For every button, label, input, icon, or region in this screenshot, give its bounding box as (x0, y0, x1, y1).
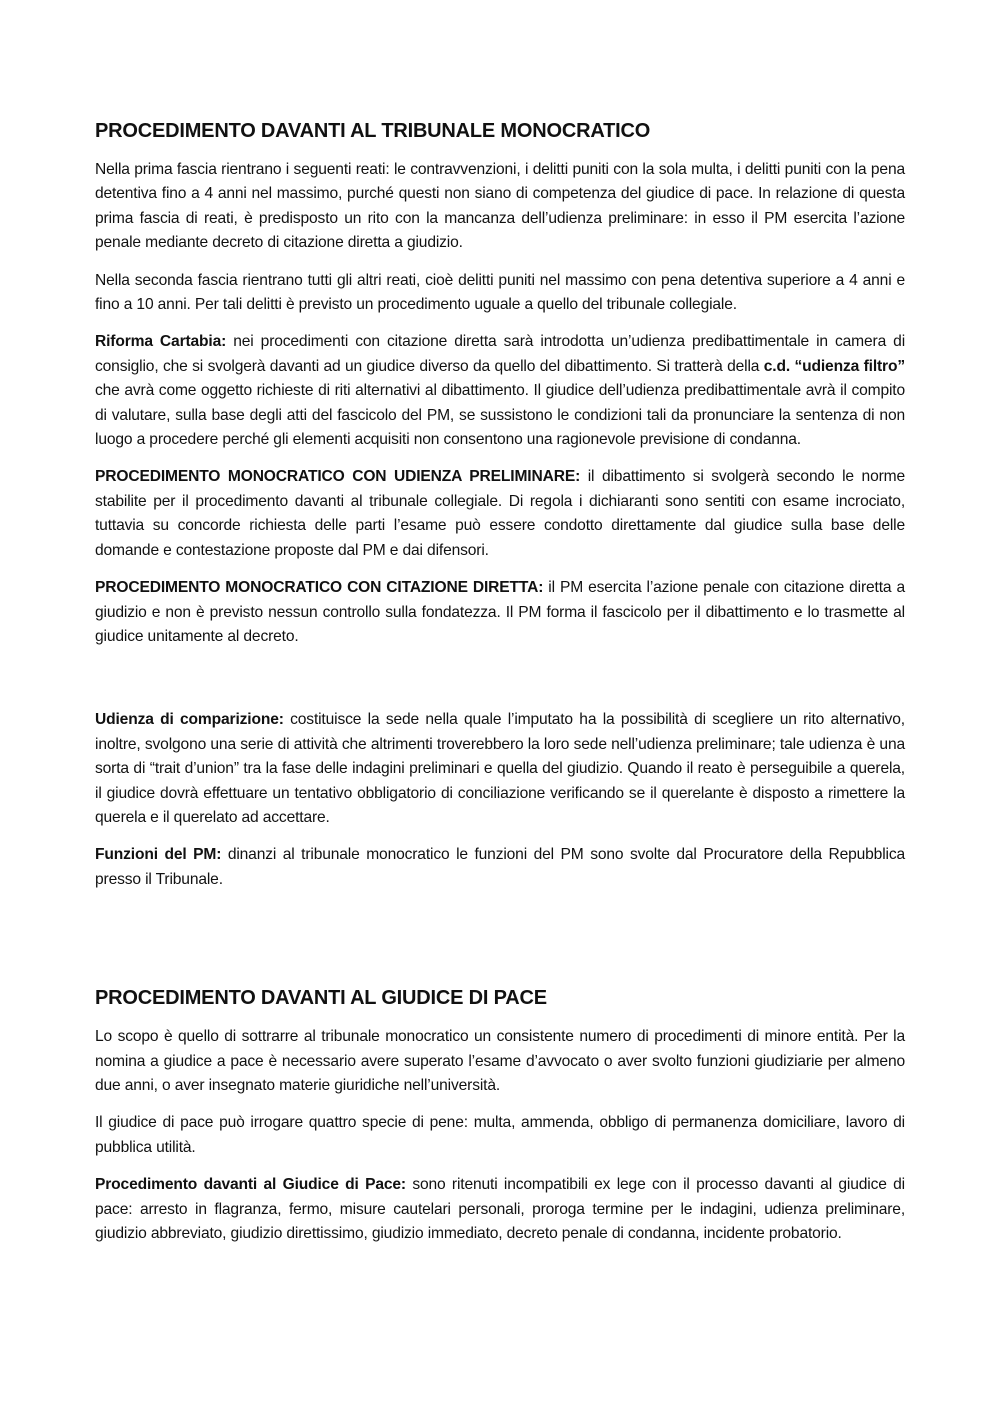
section-title-giudice-di-pace: PROCEDIMENTO DAVANTI AL GIUDICE DI PACE (95, 987, 547, 1010)
paragraph-text-riforma-cartabia-a: nei procedimenti con citazione diretta sarà introdotta un’udienza predibattimentale in camera di consiglio, che si svolgerà davanti ad un giudice diverso da quello del dibattimento. Si tratterà della (95, 333, 906, 375)
vertical-spacer (95, 662, 905, 708)
paragraph-funzioni-pm (95, 843, 905, 892)
paragraph-lead-procedimento-pace: Procedimento davanti al Giudice di Pace: (95, 1176, 406, 1194)
paragraph-udienza-comparizione (95, 708, 905, 830)
paragraph-text-procedimento-pace: sono ritenuti incompatibili ex lege con il processo davanti al giudice di pace: arresto in flagranza, fermo, misure cautelari personali, proroga termine per le indagini, udienza preliminare, giudizio abbreviato, giudizio direttissimo, giudizio immediato, decreto penale di condanna, incidente probatorio. (95, 1176, 905, 1242)
paragraph-lead-udienza-comparizione: Udienza di comparizione: (95, 711, 284, 729)
paragraph-procedimento-pace (95, 1173, 905, 1246)
paragraph-riforma-cartabia (95, 330, 905, 452)
paragraph-text-udienza-comparizione: costituisce la sede nella quale l’imputato ha la possibilità di scegliere un rito alternativo, inoltre, svolgono una serie di attività che altrimenti troverebbero la loro sede nell’udienza preliminare; tale udienza è una sorta di “trait d’union” tra la fase delle indagini preliminari e quella del giudizio. Quando il reato è perseguibile a querela, il giudice dovrà effettuare un tentativo obbligatorio di conciliazione verificando se il querelante è disposto a rimettere la querela e il querelato ad accettare. (95, 711, 905, 826)
paragraph-text-riforma-cartabia-b: che avrà come oggetto richieste di riti alternativi al dibattimento. Il giudice dell’udienza predibattimentale avrà il compito di valutare, sulla base degli atti del fascicolo del PM, se sussistono le condizioni tali da pronunciare la sentenza di non luogo a procedere perché gli elementi acquisiti non consentono una ragionevole previsione di condanna. (95, 382, 905, 449)
vertical-spacer (95, 905, 905, 983)
paragraph-udienza-preliminare (95, 465, 905, 563)
paragraph-text-udienza-preliminare: il dibattimento si svolgerà secondo le norme stabilite per il procedimento davanti al tribunale collegiale. Di regola i dichiaranti sono sentiti con esame incrociato, tuttavia su concorde richiesta delle parti l’esame può essere condotto direttamente dal giudice sulla base delle domande e contestazione proposte dal PM e dai difensori. (95, 468, 906, 559)
paragraph-lead-funzioni-pm: Funzioni del PM: (95, 846, 222, 864)
paragraph-citazione-diretta (95, 576, 905, 649)
paragraph-bold-udienza-filtro: c.d. “udienza filtro” (763, 357, 905, 375)
paragraph-lead-udienza-preliminare: PROCEDIMENTO MONOCRATICO CON UDIENZA PRELIMINARE: (95, 468, 581, 486)
paragraph-prima-fascia: Nella prima fascia rientrano i seguenti reati: le contravvenzioni, i delitti puniti con la sola multa, i delitti puniti con la pena detentiva fino a 4 anni nel massimo, purché questi non siano di competenza del giudice di pace. In relazione di questa prima fascia di reati, è predisposto un rito con la mancanza dell’udienza preliminare: in esso il PM esercita l’azione penale mediante decreto di citazione diretta a giudizio. (95, 161, 905, 252)
paragraph-seconda-fascia: Nella seconda fascia rientrano tutti gli altri reati, cioè delitti puniti nel massimo con pena detentiva superiore a 4 anni e fino a 10 anni. Per tali delitti è previsto un procedimento uguale a quello del tribunale collegiale. (95, 271, 905, 314)
paragraph-text-funzioni-pm: dinanzi al tribunale monocratico le funzioni del PM sono svolte dal Procuratore della Repubblica presso il Tribunale. (95, 846, 905, 888)
paragraph-lead-citazione-diretta: PROCEDIMENTO MONOCRATICO CON CITAZIONE DIRETTA: (95, 579, 544, 597)
paragraph-text-citazione-diretta: il PM esercita l’azione penale con citazione diretta a giudizio e non è previsto nessun controllo sulla fondatezza. Il PM forma il fascicolo per il dibattimento e lo trasmette al giudice unitamente al decreto. (95, 579, 905, 645)
paragraph-scopo: Lo scopo è quello di sottrarre al tribunale monocratico un consistente numero di procedimenti di minore entità. Per la nomina a giudice a pace è necessario avere superato l’esame d’avvocato o aver svolto funzioni giudiziarie per almeno due anni, o aver insegnato materie giuridiche nell’università. (95, 1028, 905, 1094)
paragraph-lead-riforma-cartabia: Riforma Cartabia: (95, 333, 227, 351)
section-title-monocratico: PROCEDIMENTO DAVANTI AL TRIBUNALE MONOCRATICO (95, 120, 651, 142)
paragraph-pene: Il giudice di pace può irrogare quattro specie di pene: multa, ammenda, obbligo di permanenza domiciliare, lavoro di pubblica utilità. (95, 1114, 905, 1156)
document-page (95, 116, 905, 1259)
